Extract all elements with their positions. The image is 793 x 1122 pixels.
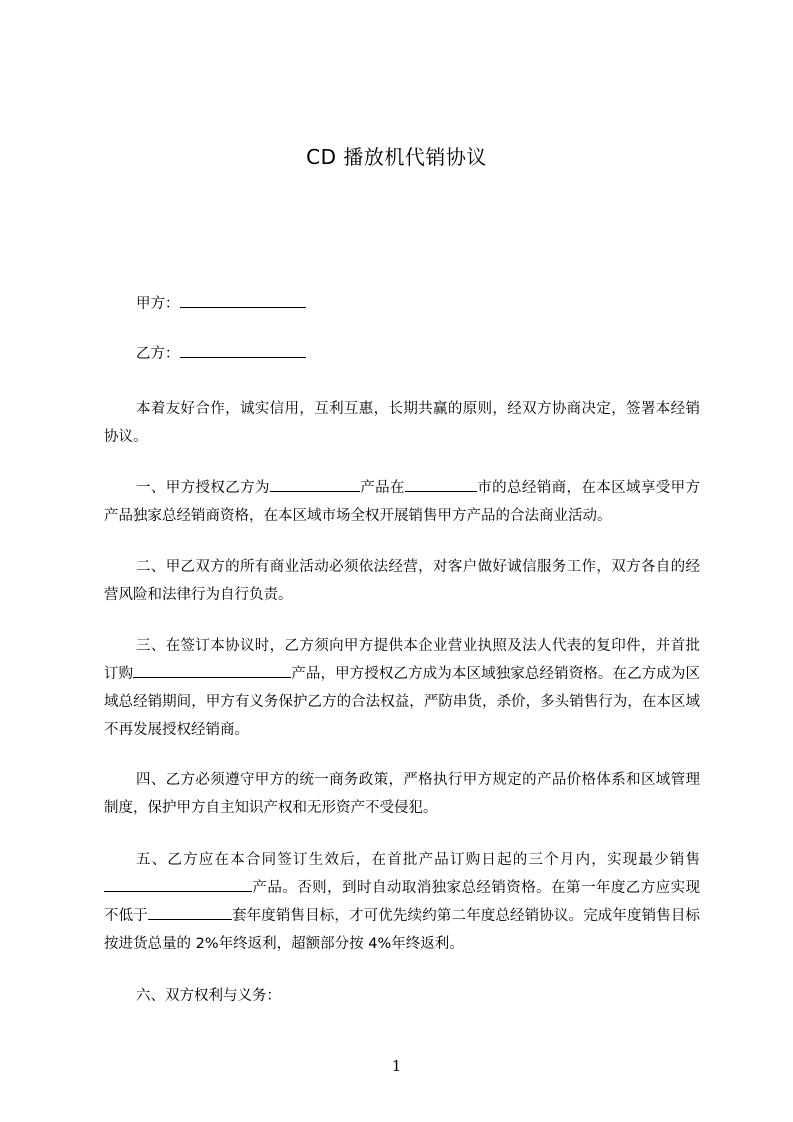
clause-6-heading: 六、双方权利与义务： xyxy=(136,988,281,1004)
clause-2-text: 二、甲乙双方的所有商业活动必须依法经营，对客户做好诚信服务工作，双方各自的经营风险和法律行为自行负责。 xyxy=(104,559,700,603)
clause-3-part-2: 产品，甲方授权乙方成为本区域独家总经销资格。在乙方成为区域总经销期间，甲方有义务保护乙方的合法权益，严防串货，杀价，多头销售行为，在本区域不再发展授权经销商。 xyxy=(104,666,701,738)
clause-1-part-1: 一、甲方授权乙方为 xyxy=(136,480,270,496)
clause-5-target-blank xyxy=(148,905,232,920)
intro-text: 本着友好合作，诚实信用，互利互惠，长期共赢的原则，经双方协商决定，签署本经销协议。 xyxy=(104,401,700,445)
clause-1-product-blank xyxy=(270,477,360,492)
document-title: CD 播放机代销协议 xyxy=(306,145,487,169)
clause-3-quantity-blank xyxy=(133,663,291,678)
clause-6 xyxy=(104,982,700,1010)
clause-1-part-2: 产品在 xyxy=(359,480,405,496)
clause-3-part-1: 三、在签订本协议时，乙方须向甲方提供本企业营业执照及法人代表的复印件，并首批订购 xyxy=(104,638,700,682)
clause-2 xyxy=(104,553,700,609)
clause-1-city-blank xyxy=(405,477,477,492)
clause-3 xyxy=(104,632,700,744)
clause-5-part-1: 五、乙方应在本合同签订生效后，在首批产品订购日起的三个月内，实现最少销售 xyxy=(136,852,700,868)
clause-4 xyxy=(104,766,700,822)
party-a-blank xyxy=(180,293,306,308)
page-number: 1 xyxy=(391,1057,402,1075)
clause-1 xyxy=(104,474,700,530)
party-a-label: 甲方： xyxy=(136,296,180,312)
party-b-label: 乙方： xyxy=(136,346,180,362)
clause-5-part-2: 产品。否则，到时自动取消独家总经销资格。在第一年度乙方应实现不低于 xyxy=(104,880,700,924)
clause-5 xyxy=(104,846,700,958)
party-a-line xyxy=(104,290,700,318)
party-b-line xyxy=(104,340,700,368)
clause-5-part-3: 套年度销售目标，才可优先续约第二年度总经销协议。完成年度销售目标按进货总量的 2%年终返利，超额部分按 4%年终返利。 xyxy=(104,908,701,952)
clause-4-text: 四、乙方必须遵守甲方的统一商务政策，严格执行甲方规定的产品价格体系和区域管理制度，保护甲方自主知识产权和无形资产不受侵犯。 xyxy=(104,772,700,816)
clause-1-part-3: 市的总经销商，在本区域享受甲方产品独家总经销商资格，在本区域市场全权开展销售甲方产品的合法商业活动。 xyxy=(104,480,700,524)
clause-5-sales-blank xyxy=(104,877,252,892)
party-b-blank xyxy=(180,343,306,358)
intro-paragraph xyxy=(104,395,700,451)
